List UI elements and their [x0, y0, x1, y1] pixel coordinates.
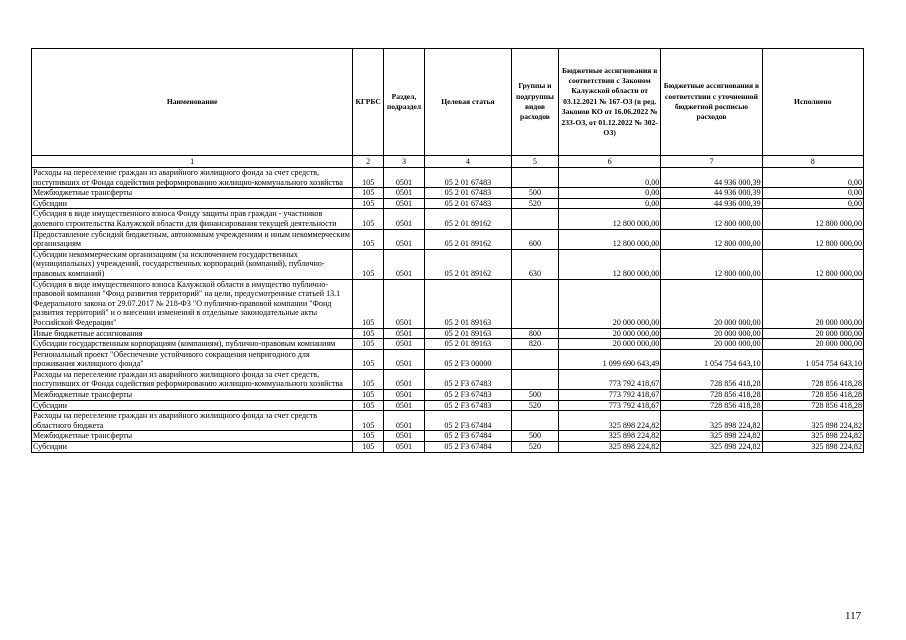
header-target: Целевая статья: [424, 49, 511, 156]
refined-amount-cell: 12 800 000,00: [661, 209, 762, 229]
refined-amount-cell: 325 898 224,82: [661, 431, 762, 442]
table-body: [32, 168, 864, 453]
section-cell: 0501: [384, 209, 425, 229]
kgrbs-cell: 105: [353, 390, 384, 401]
kgrbs-cell: 105: [353, 209, 384, 229]
kgrbs-cell: 105: [353, 328, 384, 339]
section-cell: 0501: [384, 369, 425, 389]
table-row: [32, 168, 864, 188]
group-cell: 520: [511, 400, 558, 411]
table-row: [32, 328, 864, 339]
table-row: [32, 400, 864, 411]
refined-amount-cell: 44 936 000,39: [661, 198, 762, 209]
refined-amount-cell: 20 000 000,00: [661, 279, 762, 328]
table-row: [32, 339, 864, 350]
row-name-cell: Межбюджетные трансферты: [32, 390, 353, 401]
refined-amount-cell: 12 800 000,00: [661, 249, 762, 279]
row-name-cell: Субсидии некоммерческим организациям (за исключением государственных (муниципальных) учреждений, государственных корпораций (компаний), публично-правовых компаний): [32, 249, 353, 279]
group-cell: [511, 349, 558, 369]
page-number: 117: [845, 610, 862, 622]
target-cell: 05 2 01 89163: [424, 279, 511, 328]
target-cell: 05 2 F3 67484: [424, 411, 511, 431]
law-amount-cell: 1 099 690 643,49: [558, 349, 660, 369]
law-amount-cell: 325 898 224,82: [558, 411, 660, 431]
target-cell: 05 2 01 67483: [424, 188, 511, 199]
row-name-cell: Иные бюджетные ассигнования: [32, 328, 353, 339]
group-cell: 500: [511, 390, 558, 401]
section-cell: 0501: [384, 229, 425, 249]
refined-amount-cell: 44 936 000,39: [661, 188, 762, 199]
target-cell: 05 2 01 67483: [424, 168, 511, 188]
group-cell: [511, 209, 558, 229]
group-cell: [511, 279, 558, 328]
table-row: [32, 349, 864, 369]
group-cell: 800: [511, 328, 558, 339]
refined-amount-cell: 728 856 418,28: [661, 369, 762, 389]
table-row: [32, 209, 864, 229]
group-cell: [511, 411, 558, 431]
column-number: 7: [661, 156, 762, 168]
kgrbs-cell: 105: [353, 279, 384, 328]
header-groups: Группы и подгруппы видов расходов: [511, 49, 558, 156]
table-row: [32, 431, 864, 442]
budget-table: [31, 48, 864, 453]
kgrbs-cell: 105: [353, 431, 384, 442]
section-cell: 0501: [384, 400, 425, 411]
column-number: 1: [32, 156, 353, 168]
target-cell: 05 2 F3 00000: [424, 349, 511, 369]
column-number: 3: [384, 156, 425, 168]
section-cell: 0501: [384, 349, 425, 369]
group-cell: 600: [511, 229, 558, 249]
refined-amount-cell: 20 000 000,00: [661, 339, 762, 350]
refined-amount-cell: 325 898 224,82: [661, 411, 762, 431]
row-name-cell: Субсидии: [32, 442, 353, 453]
column-number-row: [32, 156, 864, 168]
section-cell: 0501: [384, 431, 425, 442]
group-cell: [511, 369, 558, 389]
section-cell: 0501: [384, 442, 425, 453]
executed-amount-cell: 0,00: [762, 188, 863, 199]
column-number: 6: [558, 156, 660, 168]
table-row: [32, 411, 864, 431]
executed-amount-cell: 325 898 224,82: [762, 442, 863, 453]
table-row: [32, 249, 864, 279]
header-refined: Бюджетные ассигнования в соответствии с уточненной бюджетной росписью расходов: [661, 49, 762, 156]
kgrbs-cell: 105: [353, 229, 384, 249]
table-row: [32, 188, 864, 199]
kgrbs-cell: 105: [353, 369, 384, 389]
executed-amount-cell: 1 054 754 643,10: [762, 349, 863, 369]
executed-amount-cell: 325 898 224,82: [762, 411, 863, 431]
target-cell: 05 2 01 67483: [424, 198, 511, 209]
executed-amount-cell: 12 800 000,00: [762, 249, 863, 279]
header-law: Бюджетные ассигнования в соответствии с Законом Калужской области от 03.12.2021 № 167-ОЗ (в ред. Законов КО от 16.06.2022 № 233-ОЗ, от 01.12.2022 № 302-ОЗ): [558, 49, 660, 156]
section-cell: 0501: [384, 339, 425, 350]
target-cell: 05 2 01 89163: [424, 339, 511, 350]
header-row: [32, 49, 864, 156]
row-name-cell: Межбюджетные трансферты: [32, 188, 353, 199]
law-amount-cell: 773 792 418,67: [558, 400, 660, 411]
law-amount-cell: 20 000 000,00: [558, 279, 660, 328]
header-kgrbs: КГРБС: [353, 49, 384, 156]
row-name-cell: Расходы на переселение граждан из аварийного жилищного фонда за счет средств, поступивших от Фонда содействия реформированию жилищно-коммунального хозяйства: [32, 168, 353, 188]
refined-amount-cell: 44 936 000,39: [661, 168, 762, 188]
row-name-cell: Региональный проект "Обеспечение устойчивого сокращения непригодного для проживания жилищного фонда": [32, 349, 353, 369]
executed-amount-cell: 728 856 418,28: [762, 390, 863, 401]
kgrbs-cell: 105: [353, 349, 384, 369]
row-name-cell: Субсидии государственным корпорациям (компаниям), публично-правовым компаниям: [32, 339, 353, 350]
row-name-cell: Расходы на переселение граждан из аварийного жилищного фонда за счет средств, поступивших от Фонда содействия реформированию жилищно-коммунального хозяйства: [32, 369, 353, 389]
header-executed: Исполнено: [762, 49, 863, 156]
target-cell: 05 2 01 89162: [424, 249, 511, 279]
kgrbs-cell: 105: [353, 249, 384, 279]
section-cell: 0501: [384, 168, 425, 188]
law-amount-cell: 0,00: [558, 188, 660, 199]
refined-amount-cell: 728 856 418,28: [661, 390, 762, 401]
section-cell: 0501: [384, 188, 425, 199]
target-cell: 05 2 F3 67484: [424, 442, 511, 453]
refined-amount-cell: 728 856 418,28: [661, 400, 762, 411]
row-name-cell: Субсидия в виде имущественного взноса Калужской области в имущество публично-правовой компании "Фонд развития территорий" на цели, предусмотренные статьей 13.1 Федерального закона от 29.07.2017 № 218-ФЗ "О публично-правовой компании "Фонд развития территорий" и о внесении изменений в отдельные законодательные акты Российской Федерации": [32, 279, 353, 328]
table-row: [32, 198, 864, 209]
target-cell: 05 2 01 89162: [424, 209, 511, 229]
group-cell: 520: [511, 442, 558, 453]
header-name: Наименование: [32, 49, 353, 156]
refined-amount-cell: 12 800 000,00: [661, 229, 762, 249]
executed-amount-cell: 20 000 000,00: [762, 328, 863, 339]
law-amount-cell: 0,00: [558, 198, 660, 209]
target-cell: 05 2 F3 67483: [424, 400, 511, 411]
target-cell: 05 2 01 89163: [424, 328, 511, 339]
group-cell: 500: [511, 188, 558, 199]
law-amount-cell: 12 800 000,00: [558, 229, 660, 249]
row-name-cell: Предоставление субсидий бюджетным, автономным учреждениям и иным некоммерческим организациям: [32, 229, 353, 249]
section-cell: 0501: [384, 328, 425, 339]
column-number: 8: [762, 156, 863, 168]
target-cell: 05 2 01 89162: [424, 229, 511, 249]
row-name-cell: Расходы на переселение граждан из аварийного жилищного фонда за счет средств областного бюджета: [32, 411, 353, 431]
law-amount-cell: 0,00: [558, 168, 660, 188]
row-name-cell: Субсидия в виде имущественного взноса Фонду защиты прав граждан - участников долевого строительства Калужской области для финансирования текущей деятельности: [32, 209, 353, 229]
law-amount-cell: 20 000 000,00: [558, 328, 660, 339]
law-amount-cell: 325 898 224,82: [558, 431, 660, 442]
target-cell: 05 2 F3 67483: [424, 390, 511, 401]
refined-amount-cell: 1 054 754 643,10: [661, 349, 762, 369]
executed-amount-cell: 325 898 224,82: [762, 431, 863, 442]
table-row: [32, 279, 864, 328]
section-cell: 0501: [384, 249, 425, 279]
table-row: [32, 390, 864, 401]
kgrbs-cell: 105: [353, 411, 384, 431]
section-cell: 0501: [384, 279, 425, 328]
table-row: [32, 229, 864, 249]
group-cell: 630: [511, 249, 558, 279]
kgrbs-cell: 105: [353, 168, 384, 188]
law-amount-cell: 773 792 418,67: [558, 390, 660, 401]
executed-amount-cell: 12 800 000,00: [762, 229, 863, 249]
table-row: [32, 369, 864, 389]
law-amount-cell: 12 800 000,00: [558, 249, 660, 279]
column-number: 4: [424, 156, 511, 168]
row-name-cell: Межбюджетные трансферты: [32, 431, 353, 442]
executed-amount-cell: 0,00: [762, 168, 863, 188]
executed-amount-cell: 728 856 418,28: [762, 400, 863, 411]
group-cell: 520: [511, 198, 558, 209]
header-section: Раздел, подраздел: [384, 49, 425, 156]
section-cell: 0501: [384, 411, 425, 431]
executed-amount-cell: 728 856 418,28: [762, 369, 863, 389]
kgrbs-cell: 105: [353, 198, 384, 209]
table-row: [32, 442, 864, 453]
law-amount-cell: 773 792 418,67: [558, 369, 660, 389]
executed-amount-cell: 20 000 000,00: [762, 339, 863, 350]
column-number: 2: [353, 156, 384, 168]
refined-amount-cell: 20 000 000,00: [661, 328, 762, 339]
executed-amount-cell: 0,00: [762, 198, 863, 209]
executed-amount-cell: 20 000 000,00: [762, 279, 863, 328]
section-cell: 0501: [384, 390, 425, 401]
section-cell: 0501: [384, 198, 425, 209]
law-amount-cell: 12 800 000,00: [558, 209, 660, 229]
group-cell: 820: [511, 339, 558, 350]
kgrbs-cell: 105: [353, 339, 384, 350]
group-cell: [511, 168, 558, 188]
kgrbs-cell: 105: [353, 188, 384, 199]
group-cell: 500: [511, 431, 558, 442]
target-cell: 05 2 F3 67483: [424, 369, 511, 389]
row-name-cell: Субсидии: [32, 400, 353, 411]
kgrbs-cell: 105: [353, 400, 384, 411]
kgrbs-cell: 105: [353, 442, 384, 453]
law-amount-cell: 325 898 224,82: [558, 442, 660, 453]
executed-amount-cell: 12 800 000,00: [762, 209, 863, 229]
row-name-cell: Субсидии: [32, 198, 353, 209]
law-amount-cell: 20 000 000,00: [558, 339, 660, 350]
target-cell: 05 2 F3 67484: [424, 431, 511, 442]
column-number: 5: [511, 156, 558, 168]
refined-amount-cell: 325 898 224,82: [661, 442, 762, 453]
